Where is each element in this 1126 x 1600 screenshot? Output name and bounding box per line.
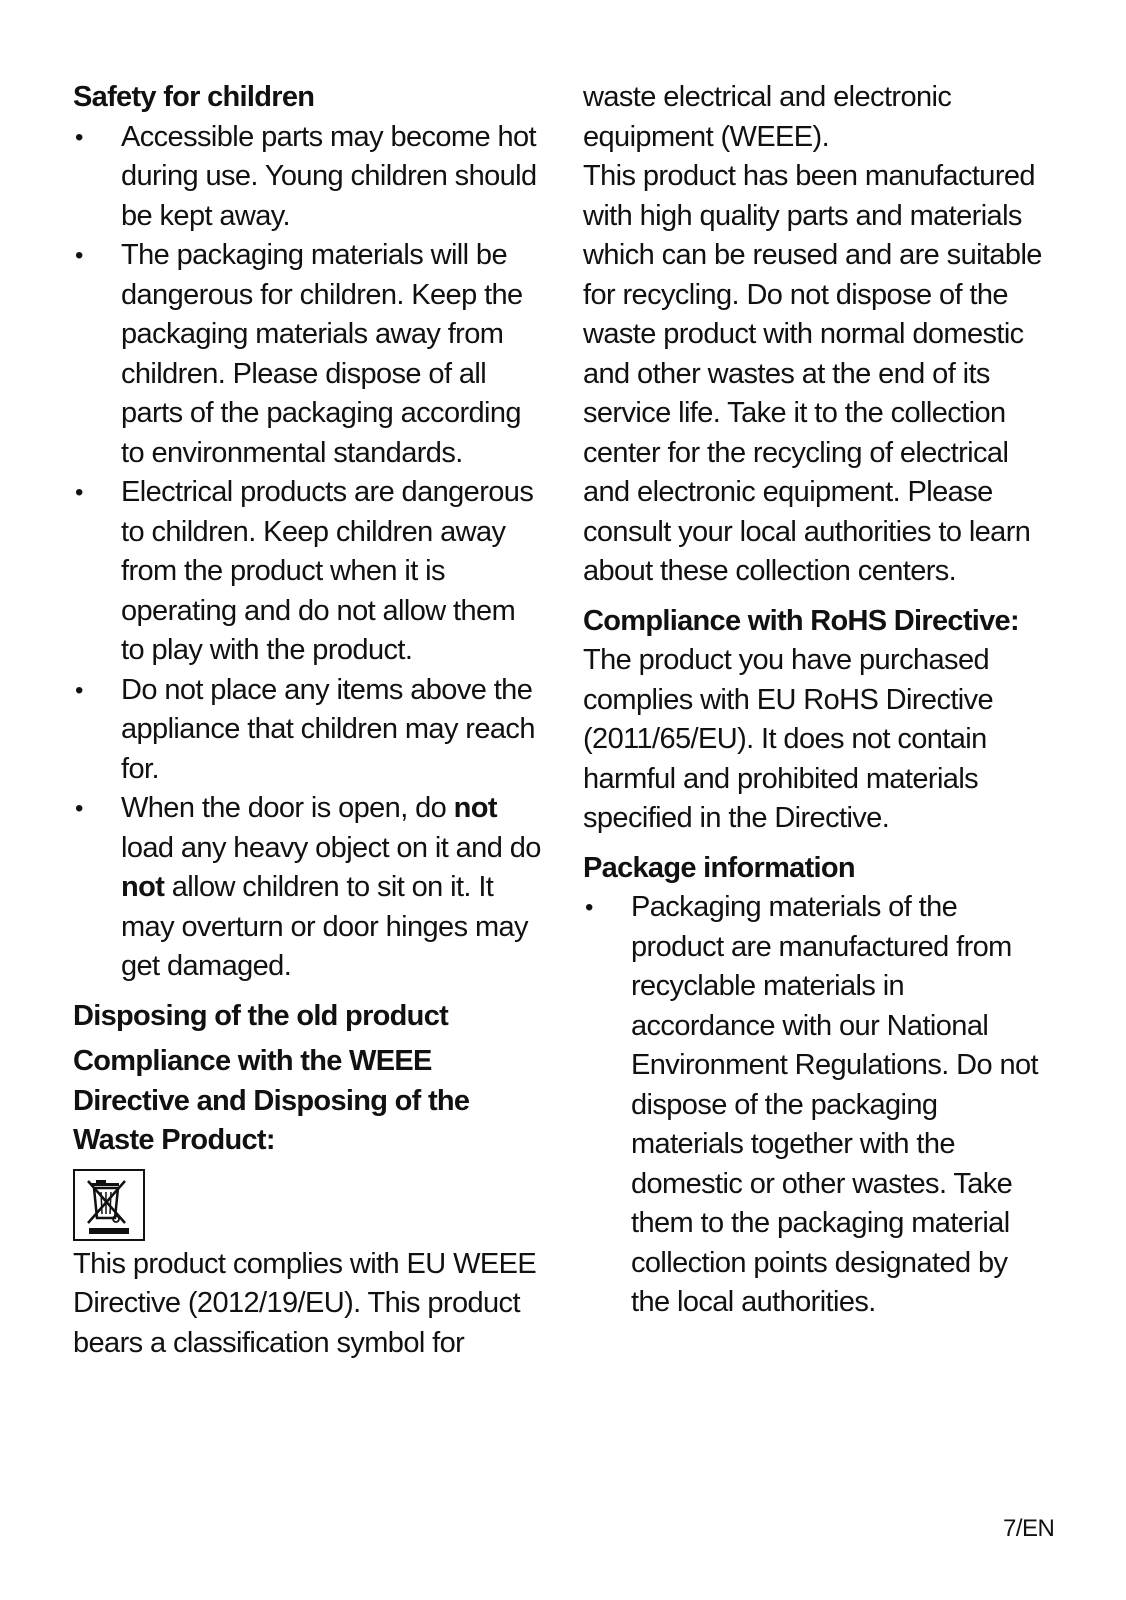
list-item-text: The packaging materials will be dangerous for children. Keep the packaging materials away from children. Please dispose of all parts of the packaging according to environmental standards. [121, 239, 523, 469]
list-item-text: Electrical products are dangerous to children. Keep children away from the product when it is operating and do not allow them to play with the product. [121, 476, 534, 666]
door-bold-not-1: not [453, 792, 497, 824]
list-item-text: Accessible parts may become hot during use. Young children should be kept away. [121, 120, 537, 232]
list-item-text: Do not place any items above the appliance that children may reach for. [121, 673, 535, 785]
list-item-door [73, 789, 543, 987]
safety-list [73, 118, 543, 987]
rohs-text: The product you have purchased complies with EU RoHS Directive (2011/65/EU). It does not contain harmful and prohibited materials specified in the Directive. [583, 644, 994, 834]
package-list [583, 888, 1053, 1323]
weee-continued-text: waste electrical and electronic equipment (WEEE). [583, 81, 952, 153]
door-bold-not-2: not [121, 871, 165, 903]
bullet-icon: • [75, 676, 83, 704]
bullet-icon: • [75, 123, 83, 151]
crossed-out-wheelie-bin-icon [73, 1169, 145, 1241]
list-item [73, 473, 543, 671]
weee-text: This product complies with EU WEEE Directive (2012/19/EU). This product bears a classification symbol for [73, 1247, 537, 1359]
door-text-2: load any heavy object on it and do [121, 831, 541, 864]
weee-heading: Compliance with the WEEE Directive and Disposing of the Waste Product: [73, 1045, 470, 1156]
list-item [73, 236, 543, 473]
list-item [73, 671, 543, 790]
door-text-3: allow children to sit on it. It may overturn or door hinges may get damaged. [121, 871, 528, 982]
weee-recycle-text: This product has been manufactured with high quality parts and materials which can be reused and are suitable for recycling. Do not dispose of the waste product with normal domestic and other wastes at the end of its service life. Take it to the collection center for the recycling of electrical and electronic equipment. Please consult your local authorities to learn about these collection centers. [583, 160, 1042, 587]
bullet-icon: • [75, 242, 83, 269]
list-item [73, 118, 543, 237]
list-item-text: Packaging materials of the product are manufactured from recyclable materials in accordance with our National Environment Regulations. Do not dispose of the packaging materials together with the domestic or other wastes. Take them to the packaging material collection points designated by the local authorities. [631, 891, 1038, 1318]
page-number: 7/EN [1003, 1515, 1055, 1542]
door-text-1: When the door is open, do [121, 792, 454, 824]
bullet-icon: • [585, 894, 593, 921]
disposing-heading: Disposing of the old product [73, 999, 449, 1032]
package-heading: Package information [583, 851, 855, 884]
list-item [583, 888, 1053, 1323]
bullet-icon: • [75, 479, 83, 506]
safety-heading: Safety for children [73, 81, 315, 113]
left-column [73, 78, 543, 1363]
bullet-icon: • [75, 795, 83, 822]
right-column [583, 78, 1053, 1323]
rohs-heading: Compliance with RoHS Directive: [583, 604, 1019, 637]
